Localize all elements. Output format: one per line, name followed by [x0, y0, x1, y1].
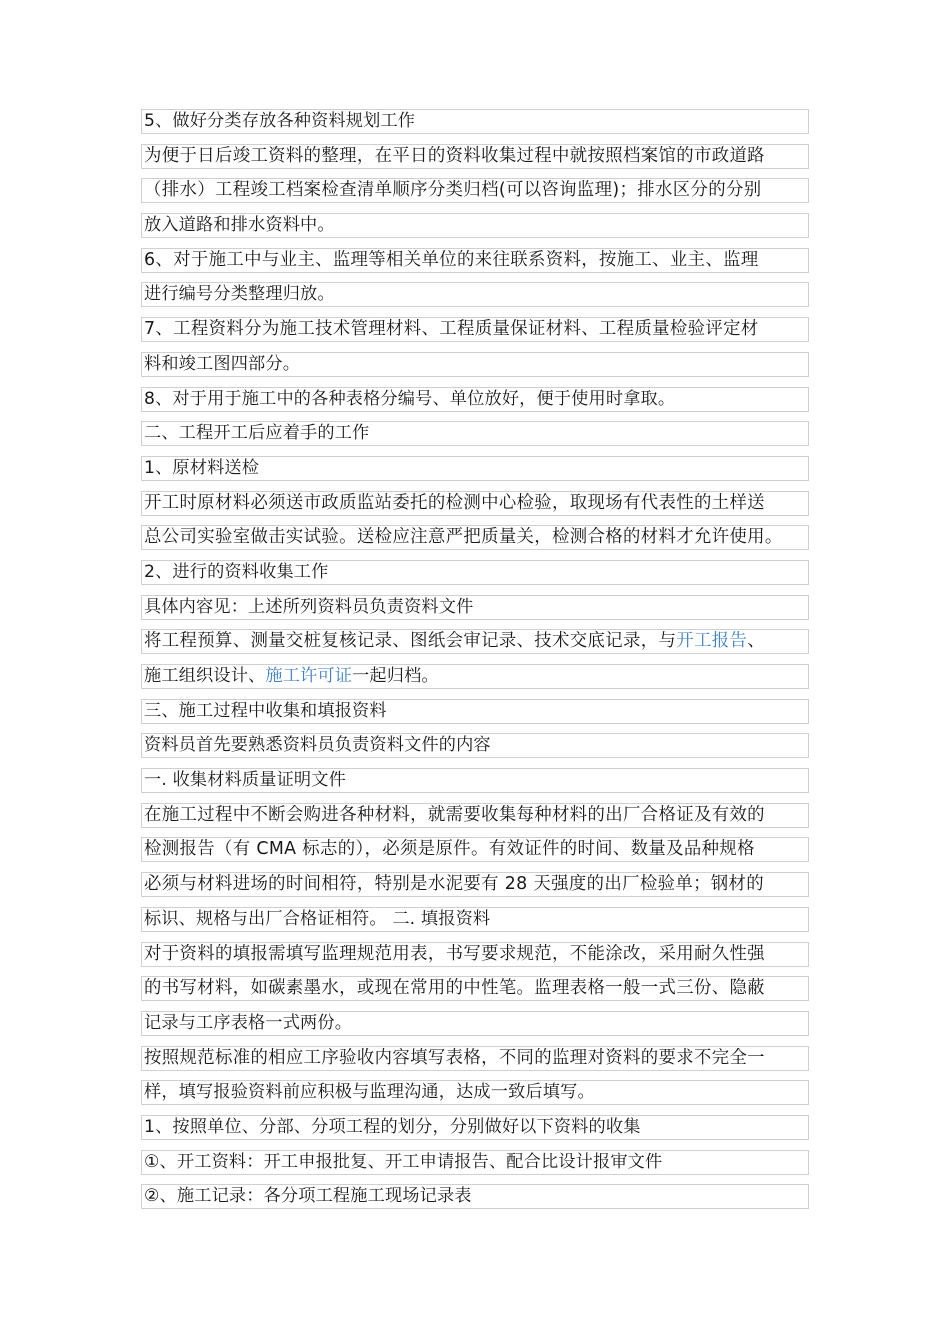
text-line: 标识、规格与出厂合格证相符。 二. 填报资料: [144, 908, 491, 929]
text-line: 必须与材料进场的时间相符，特别是水泥要有 28 天强度的出厂检验单；钢材的: [144, 874, 765, 895]
paragraph-line: [141, 207, 809, 242]
paragraph-line: [141, 276, 809, 311]
text-line: 按照规范标准的相应工序验收内容填写表格，不同的监理对资料的要求不完全一: [144, 1047, 765, 1068]
paragraph-line: [141, 623, 809, 658]
paragraph-line: [141, 172, 809, 207]
text-line: 2、进行的资料收集工作: [144, 561, 329, 582]
paragraph-line: [141, 866, 809, 901]
text-segment: 将工程预算、测量交桩复核记录、图纸会审记录、技术交底记录，与: [144, 631, 677, 652]
text-segment: 、: [747, 631, 765, 652]
section-heading: [141, 693, 809, 728]
list-item: [141, 450, 809, 485]
text-line: 进行编号分类整理归放。: [144, 284, 335, 305]
text-line: 6、对于施工中与业主、监理等相关单位的来往联系资料，按施工、业主、监理: [144, 249, 759, 270]
paragraph-line: [141, 936, 809, 971]
text-segment: 一起归档。: [352, 666, 439, 686]
text-line: 的书写材料，如碳素墨水，或现在常用的中性笔。监理表格一般一式三份、隐蔽: [144, 978, 765, 999]
section-heading: [141, 762, 809, 797]
list-item: [141, 554, 809, 589]
paragraph-line: [141, 1040, 809, 1075]
paragraph-line: [141, 519, 809, 554]
paragraph-line: [141, 831, 809, 866]
list-item: [141, 1109, 809, 1144]
list-item: [141, 242, 809, 277]
list-item: [141, 381, 809, 416]
text-line: 资料员首先要熟悉资料员负责资料文件的内容: [144, 735, 491, 756]
text-line: 放入道路和排水资料中。: [144, 215, 335, 236]
text-line: 1、原材料送检: [144, 457, 260, 478]
text-line: [144, 664, 439, 689]
text-line: 1、按照单位、分部、分项工程的划分，分别做好以下资料的收集: [144, 1116, 641, 1137]
text-line: （排水）工程竣工档案检查清单顺序分类归档(可以咨询监理)；排水区分的分别: [144, 180, 762, 201]
text-line: 为便于日后竣工资料的整理，在平日的资料收集过程中就按照档案馆的市政道路: [144, 145, 765, 166]
text-line: 样，填写报验资料前应积极与监理沟通，达成一致后填写。: [144, 1082, 595, 1103]
document-body: [141, 103, 809, 1213]
paragraph-line: [141, 346, 809, 381]
text-line: 记录与工序表格一式两份。: [144, 1012, 353, 1033]
paragraph-line: [141, 727, 809, 762]
list-item: [141, 103, 809, 138]
text-line: [144, 629, 765, 654]
kaigong-baogao-link[interactable]: 开工报告: [676, 631, 748, 652]
text-line: 在施工过程中不断会购进各种材料，就需要收集每种材料的出厂合格证及有效的: [144, 804, 765, 825]
text-line: 8、对于用于施工中的各种表格分编号、单位放好，便于使用时拿取。: [144, 388, 676, 409]
paragraph-line: [141, 797, 809, 832]
paragraph-line: [141, 589, 809, 624]
text-line: 检测报告（有 CMA 标志的），必须是原件。有效证件的时间、数量及品种规格: [144, 839, 755, 860]
text-line: 料和竣工图四部分。: [144, 353, 301, 374]
list-item: [141, 311, 809, 346]
heading-text: 二、工程开工后应着手的工作: [144, 423, 370, 444]
paragraph-line: [141, 138, 809, 173]
section-heading: [141, 415, 809, 450]
text-line: 开工时原材料必须送市政质监站委托的检测中心检验，取现场有代表性的土样送: [144, 492, 765, 513]
text-line: 5、做好分类存放各种资料规划工作: [144, 111, 416, 131]
text-segment: 施工组织设计、: [144, 666, 266, 686]
text-line: ①、开工资料：开工申报批复、开工申请报告、配合比设计报审文件: [144, 1151, 663, 1172]
paragraph-line: [141, 970, 809, 1005]
list-item: [141, 1178, 809, 1213]
text-line: ②、施工记录：各分项工程施工现场记录表: [144, 1186, 472, 1207]
text-line: 具体内容见：上述所列资料员负责资料文件: [144, 596, 474, 617]
paragraph-line: [141, 485, 809, 520]
paragraph-line: [141, 901, 809, 936]
shigong-xukezheng-link[interactable]: 施工许可证: [265, 666, 353, 686]
paragraph-line: [141, 658, 809, 693]
paragraph-line: [141, 1005, 809, 1040]
paragraph-line: [141, 1074, 809, 1109]
text-line: 对于资料的填报需填写监理规范用表，书写要求规范，不能涂改，采用耐久性强: [144, 943, 765, 964]
heading-text: 三、施工过程中收集和填报资料: [144, 700, 387, 721]
heading-text: 一. 收集材料质量证明文件: [144, 770, 346, 791]
text-line: 7、工程资料分为施工技术管理材料、工程质量保证材料、工程质量检验评定材: [144, 319, 759, 340]
text-line: 总公司实验室做击实试验。送检应注意严把质量关，检测合格的材料才允许使用。: [144, 527, 783, 548]
list-item: [141, 1144, 809, 1179]
